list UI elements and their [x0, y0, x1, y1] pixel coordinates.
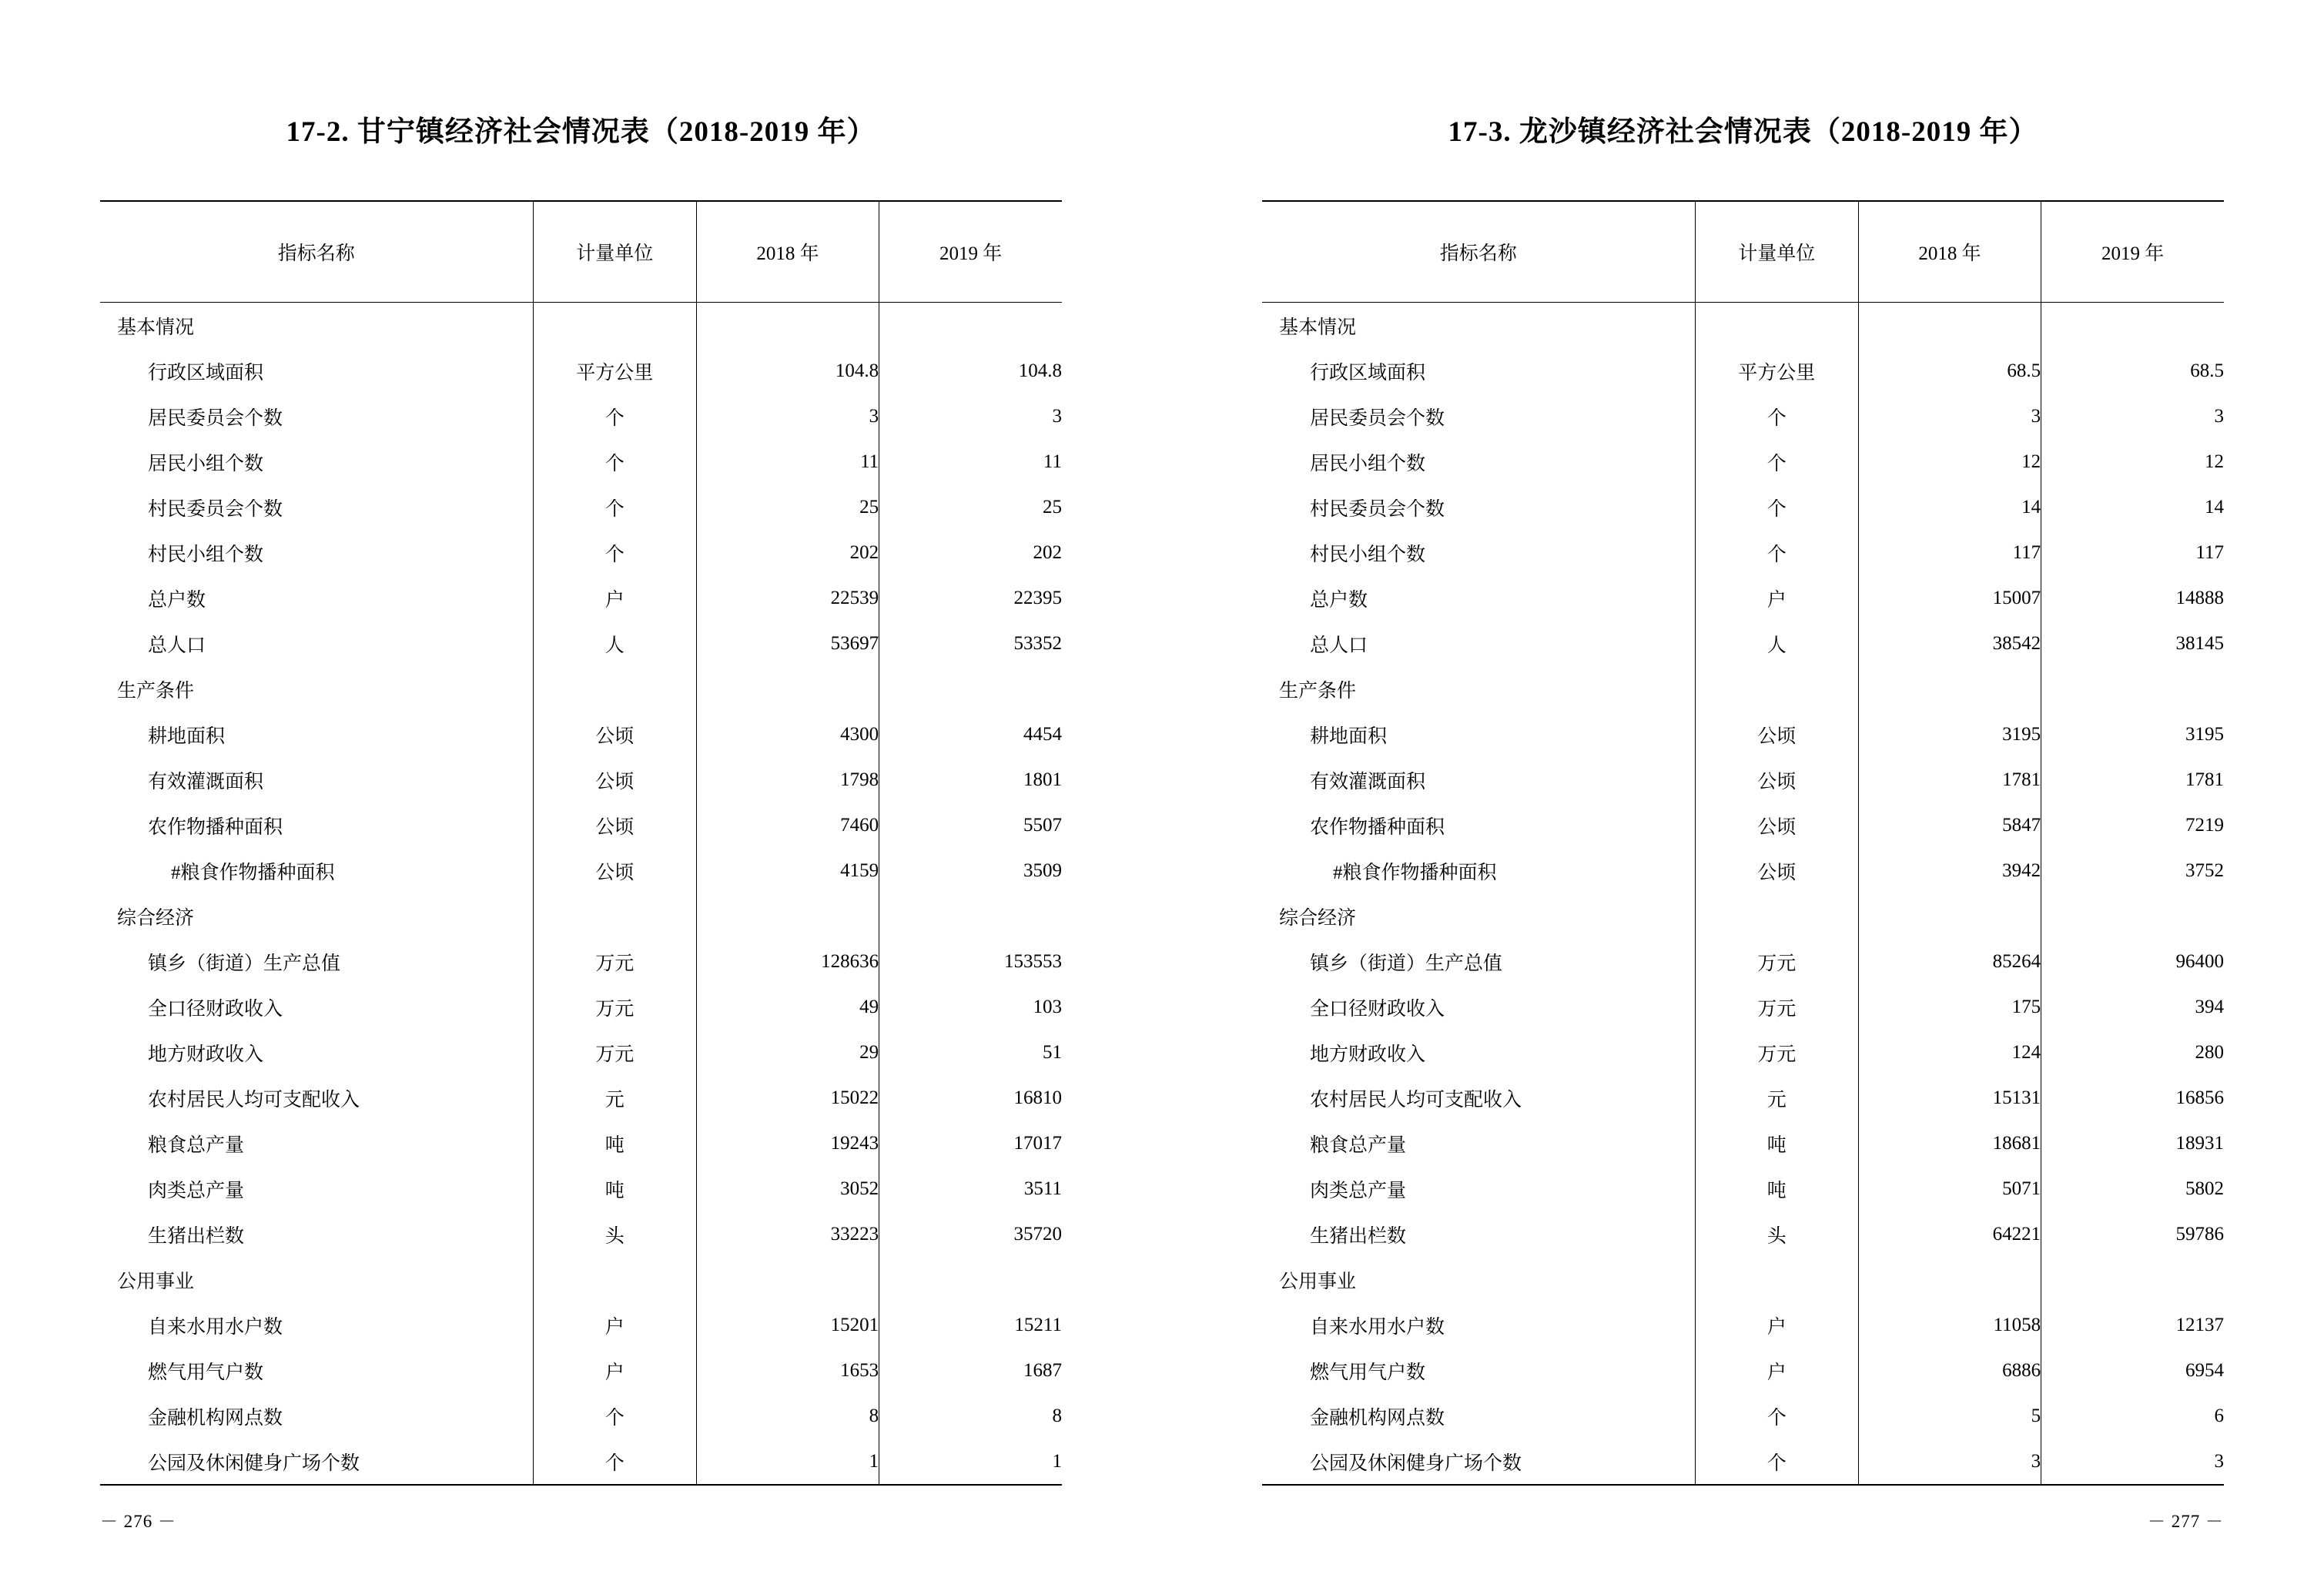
- row-value-2018: 3942: [1858, 848, 2041, 893]
- table-row: [100, 1302, 1062, 1348]
- table-row: [1262, 484, 2224, 530]
- row-unit: 公顷: [1695, 757, 1858, 802]
- row-value-2019: 53352: [879, 621, 1062, 666]
- table-row: [100, 394, 1062, 439]
- table-row: [1262, 1393, 2224, 1439]
- page-title: 17-3. 龙沙镇经济社会情况表（2018-2019 年）: [1448, 116, 2038, 148]
- table-row: [1262, 1348, 2224, 1393]
- row-unit: 吨: [533, 1121, 696, 1166]
- table-row: [100, 530, 1062, 575]
- row-value-2018: 4300: [696, 712, 879, 757]
- table-row: [100, 1075, 1062, 1121]
- row-value-2019: 16856: [2041, 1075, 2224, 1121]
- row-unit: 万元: [533, 1030, 696, 1075]
- row-unit: 公顷: [533, 757, 696, 802]
- row-value-2019: [879, 1257, 1062, 1302]
- row-value-2019: [879, 303, 1062, 349]
- row-unit: 个: [533, 530, 696, 575]
- row-value-2018: 128636: [696, 939, 879, 984]
- table-row: [1262, 439, 2224, 484]
- statistics-table-left: [100, 200, 1062, 1486]
- row-unit: [1695, 1257, 1858, 1302]
- row-unit: [1695, 666, 1858, 712]
- row-value-2019: 5802: [2041, 1166, 2224, 1211]
- table-row: [1262, 712, 2224, 757]
- row-unit: 户: [1695, 575, 1858, 621]
- row-unit: 平方公里: [1695, 348, 1858, 394]
- row-label: 行政区域面积: [1310, 362, 1426, 384]
- row-value-2019: 1801: [879, 757, 1062, 802]
- table-row: [100, 984, 1062, 1030]
- row-label: 镇乡（街道）生产总值: [1310, 953, 1503, 974]
- statistics-table-right: [1262, 200, 2224, 1486]
- row-value-2019: 38145: [2041, 621, 2224, 666]
- row-value-2018: [696, 893, 879, 939]
- row-unit: 个: [1695, 1393, 1858, 1439]
- table-row: [1262, 575, 2224, 621]
- row-label: 全口径财政收入: [148, 998, 283, 1020]
- row-label: 镇乡（街道）生产总值: [148, 953, 341, 974]
- table-row: [1262, 1302, 2224, 1348]
- row-value-2018: 64221: [1858, 1211, 2041, 1257]
- row-unit: 头: [1695, 1211, 1858, 1257]
- row-label: 自来水用水户数: [148, 1316, 283, 1338]
- row-unit: 个: [533, 1393, 696, 1439]
- row-label: 燃气用气户数: [1310, 1362, 1426, 1383]
- row-label: 全口径财政收入: [1310, 998, 1445, 1020]
- row-value-2018: 175: [1858, 984, 2041, 1030]
- row-value-2019: 117: [2041, 530, 2224, 575]
- row-unit: 个: [1695, 484, 1858, 530]
- row-label: 基本情况: [1279, 317, 1357, 338]
- row-label: 居民小组个数: [148, 453, 264, 474]
- row-value-2019: 14: [2041, 484, 2224, 530]
- table-row: [1262, 802, 2224, 848]
- row-label: 有效灌溉面积: [148, 771, 264, 792]
- row-value-2019: 8: [879, 1393, 1062, 1439]
- row-value-2018: 53697: [696, 621, 879, 666]
- row-value-2019: 18931: [2041, 1121, 2224, 1166]
- row-value-2019: 3: [2041, 1439, 2224, 1485]
- row-value-2018: 1653: [696, 1348, 879, 1393]
- table-row: [1262, 1030, 2224, 1075]
- table-row: [1262, 348, 2224, 394]
- row-unit: 个: [1695, 1439, 1858, 1485]
- page-right: [1162, 0, 2324, 1588]
- row-value-2018: [696, 1257, 879, 1302]
- row-label: 公园及休闲健身广场个数: [1262, 1439, 1695, 1485]
- row-value-2018: [1858, 1257, 2041, 1302]
- row-value-2019: 4454: [879, 712, 1062, 757]
- row-value-2018: 68.5: [1858, 348, 2041, 394]
- table-row: [100, 1121, 1062, 1166]
- column-header-unit: 计量单位: [1695, 201, 1858, 303]
- row-value-2019: 59786: [2041, 1211, 2224, 1257]
- row-label: 总人口: [1310, 635, 1368, 656]
- row-label: 总人口: [148, 635, 206, 656]
- row-value-2018: 15131: [1858, 1075, 2041, 1121]
- table-body-left: [100, 303, 1062, 1486]
- column-header-2018: 2018 年: [1858, 201, 2041, 303]
- row-value-2019: 22395: [879, 575, 1062, 621]
- table-row: [100, 893, 1062, 939]
- row-value-2019: 35720: [879, 1211, 1062, 1257]
- row-value-2019: 96400: [2041, 939, 2224, 984]
- row-label: 公园及休闲健身广场个数: [100, 1439, 533, 1485]
- row-label: 粮食总产量: [148, 1134, 245, 1156]
- row-label: #粮食作物播种面积: [171, 862, 335, 883]
- row-value-2018: 12: [1858, 439, 2041, 484]
- row-value-2019: [2041, 303, 2224, 349]
- row-unit: 个: [1695, 530, 1858, 575]
- row-unit: 户: [1695, 1348, 1858, 1393]
- table-row: [1262, 1211, 2224, 1257]
- row-unit: 人: [533, 621, 696, 666]
- row-value-2018: 33223: [696, 1211, 879, 1257]
- row-value-2018: 29: [696, 1030, 879, 1075]
- row-unit: 人: [1695, 621, 1858, 666]
- row-value-2019: 153553: [879, 939, 1062, 984]
- row-label: 燃气用气户数: [148, 1362, 264, 1383]
- table-row: [100, 348, 1062, 394]
- row-value-2019: 11: [879, 439, 1062, 484]
- row-label: 村民小组个数: [1310, 544, 1426, 565]
- row-value-2019: 51: [879, 1030, 1062, 1075]
- table-body-right: [1262, 303, 2224, 1486]
- row-value-2018: 19243: [696, 1121, 879, 1166]
- row-value-2019: 12137: [2041, 1302, 2224, 1348]
- row-value-2019: 3195: [2041, 712, 2224, 757]
- table-row: [100, 666, 1062, 712]
- row-label: 公用事业: [117, 1271, 195, 1292]
- row-value-2018: 38542: [1858, 621, 2041, 666]
- table-row: [1262, 666, 2224, 712]
- row-value-2018: 3195: [1858, 712, 2041, 757]
- row-unit: 户: [533, 575, 696, 621]
- row-value-2018: 1: [696, 1439, 879, 1485]
- table-header: [1262, 201, 2224, 303]
- row-label: 村民委员会个数: [1310, 498, 1445, 520]
- row-unit: 元: [533, 1075, 696, 1121]
- row-value-2018: 3: [1858, 1439, 2041, 1485]
- table-row: [100, 757, 1062, 802]
- table-row: [100, 1030, 1062, 1075]
- row-unit: 个: [533, 394, 696, 439]
- row-label: 地方财政收入: [1310, 1044, 1426, 1065]
- table-row: [100, 712, 1062, 757]
- row-value-2018: 15007: [1858, 575, 2041, 621]
- table-row: [100, 575, 1062, 621]
- table-row: [1262, 1439, 2224, 1485]
- row-label: 金融机构网点数: [148, 1407, 283, 1429]
- table-row: [100, 1439, 1062, 1485]
- row-unit: 平方公里: [533, 348, 696, 394]
- table-row: [1262, 1075, 2224, 1121]
- row-label: 地方财政收入: [148, 1044, 264, 1065]
- table-row: [1262, 984, 2224, 1030]
- row-unit: 个: [1695, 439, 1858, 484]
- row-value-2018: 5: [1858, 1393, 2041, 1439]
- row-unit: 公顷: [533, 848, 696, 893]
- row-value-2018: 124: [1858, 1030, 2041, 1075]
- row-value-2019: [2041, 1257, 2224, 1302]
- row-label: 总户数: [148, 589, 206, 611]
- table-row: [1262, 303, 2224, 349]
- row-label: 肉类总产量: [1310, 1180, 1407, 1201]
- table-row: [1262, 1166, 2224, 1211]
- row-unit: 吨: [533, 1166, 696, 1211]
- row-value-2019: 280: [2041, 1030, 2224, 1075]
- table-row: [1262, 757, 2224, 802]
- row-label: 耕地面积: [148, 725, 226, 747]
- table-row: [1262, 394, 2224, 439]
- row-label: 生产条件: [117, 680, 195, 702]
- row-unit: 万元: [1695, 984, 1858, 1030]
- row-value-2019: 5507: [879, 802, 1062, 848]
- row-label: 金融机构网点数: [1310, 1407, 1445, 1429]
- row-label: 居民委员会个数: [1310, 407, 1445, 429]
- row-unit: 吨: [1695, 1166, 1858, 1211]
- row-value-2019: 202: [879, 530, 1062, 575]
- row-label: 村民委员会个数: [148, 498, 283, 520]
- row-unit: [533, 893, 696, 939]
- row-value-2018: 1781: [1858, 757, 2041, 802]
- row-value-2019: 15211: [879, 1302, 1062, 1348]
- row-label: 生猪出栏数: [1310, 1225, 1407, 1247]
- row-value-2019: 1: [879, 1439, 1062, 1485]
- row-value-2018: 3: [1858, 394, 2041, 439]
- row-label: 农作物播种面积: [148, 816, 283, 838]
- row-unit: 公顷: [533, 802, 696, 848]
- row-value-2018: 3: [696, 394, 879, 439]
- row-label: 公用事业: [1279, 1271, 1357, 1292]
- row-value-2018: [696, 666, 879, 712]
- page-title: 17-2. 甘宁镇经济社会情况表（2018-2019 年）: [286, 116, 876, 148]
- row-value-2019: 14888: [2041, 575, 2224, 621]
- row-value-2019: 7219: [2041, 802, 2224, 848]
- row-value-2018: 1798: [696, 757, 879, 802]
- column-header-indicator: 指标名称: [1262, 201, 1695, 303]
- row-unit: [1695, 303, 1858, 349]
- row-unit: [533, 1257, 696, 1302]
- table-row: [100, 621, 1062, 666]
- row-value-2018: [1858, 893, 2041, 939]
- row-value-2018: 11058: [1858, 1302, 2041, 1348]
- row-value-2018: 8: [696, 1393, 879, 1439]
- table-row: [1262, 1257, 2224, 1302]
- row-unit: 头: [533, 1211, 696, 1257]
- row-value-2019: [2041, 893, 2224, 939]
- row-value-2018: 15201: [696, 1302, 879, 1348]
- row-value-2019: 104.8: [879, 348, 1062, 394]
- row-unit: 个: [533, 439, 696, 484]
- row-label: 农作物播种面积: [1310, 816, 1445, 838]
- table-row: [100, 1393, 1062, 1439]
- row-value-2018: 49: [696, 984, 879, 1030]
- row-unit: 元: [1695, 1075, 1858, 1121]
- row-value-2018: 3052: [696, 1166, 879, 1211]
- row-unit: 公顷: [533, 712, 696, 757]
- table-row: [100, 439, 1062, 484]
- page-number-left: － 276 －: [100, 1512, 176, 1531]
- table-row: [1262, 848, 2224, 893]
- row-label: 综合经济: [117, 907, 195, 929]
- table-row: [100, 1166, 1062, 1211]
- row-value-2018: 7460: [696, 802, 879, 848]
- table-row: [100, 1348, 1062, 1393]
- table-row: [100, 1211, 1062, 1257]
- row-label: 生产条件: [1279, 680, 1357, 702]
- row-value-2019: 6954: [2041, 1348, 2224, 1393]
- row-value-2019: 12: [2041, 439, 2224, 484]
- row-value-2018: [1858, 303, 2041, 349]
- row-unit: 万元: [1695, 1030, 1858, 1075]
- row-label: 基本情况: [117, 317, 195, 338]
- column-header-2019: 2019 年: [879, 201, 1062, 303]
- row-unit: [1695, 893, 1858, 939]
- column-header-2018: 2018 年: [696, 201, 879, 303]
- row-value-2019: 103: [879, 984, 1062, 1030]
- row-value-2019: 394: [2041, 984, 2224, 1030]
- row-label: 总户数: [1310, 589, 1368, 611]
- row-unit: 个: [533, 484, 696, 530]
- row-unit: 户: [533, 1302, 696, 1348]
- row-unit: 户: [1695, 1302, 1858, 1348]
- row-label: 肉类总产量: [148, 1180, 245, 1201]
- row-label: 有效灌溉面积: [1310, 771, 1426, 792]
- table-row: [1262, 1121, 2224, 1166]
- row-value-2018: 4159: [696, 848, 879, 893]
- row-value-2019: 68.5: [2041, 348, 2224, 394]
- table-row: [100, 484, 1062, 530]
- table-row: [100, 802, 1062, 848]
- table-row: [100, 848, 1062, 893]
- row-value-2019: [879, 666, 1062, 712]
- column-header-unit: 计量单位: [533, 201, 696, 303]
- column-header-2019: 2019 年: [2041, 201, 2224, 303]
- row-value-2019: [879, 893, 1062, 939]
- row-value-2019: 17017: [879, 1121, 1062, 1166]
- row-value-2018: 11: [696, 439, 879, 484]
- row-value-2018: 25: [696, 484, 879, 530]
- table-row: [100, 303, 1062, 349]
- row-value-2018: 117: [1858, 530, 2041, 575]
- row-label: 农村居民人均可支配收入: [148, 1089, 360, 1111]
- row-value-2019: 3: [2041, 394, 2224, 439]
- row-value-2019: [2041, 666, 2224, 712]
- table-row: [100, 1257, 1062, 1302]
- table-row: [1262, 530, 2224, 575]
- row-label: 自来水用水户数: [1310, 1316, 1445, 1338]
- row-value-2018: 6886: [1858, 1348, 2041, 1393]
- row-unit: 公顷: [1695, 802, 1858, 848]
- row-value-2019: 3752: [2041, 848, 2224, 893]
- row-unit: 万元: [533, 939, 696, 984]
- page-number-right: － 277 －: [2148, 1512, 2224, 1531]
- row-value-2019: 25: [879, 484, 1062, 530]
- row-label: 居民小组个数: [1310, 453, 1426, 474]
- table-row: [1262, 621, 2224, 666]
- row-label: 农村居民人均可支配收入: [1310, 1089, 1522, 1111]
- row-unit: [533, 666, 696, 712]
- row-value-2019: 16810: [879, 1075, 1062, 1121]
- row-unit: [533, 303, 696, 349]
- row-label: 居民委员会个数: [148, 407, 283, 429]
- row-unit: 公顷: [1695, 712, 1858, 757]
- row-value-2019: 3509: [879, 848, 1062, 893]
- row-label: 综合经济: [1279, 907, 1357, 929]
- row-value-2018: 104.8: [696, 348, 879, 394]
- table-row: [100, 939, 1062, 984]
- row-label: 耕地面积: [1310, 725, 1388, 747]
- row-value-2018: [696, 303, 879, 349]
- table-row: [1262, 939, 2224, 984]
- row-value-2019: 1781: [2041, 757, 2224, 802]
- row-value-2019: 6: [2041, 1393, 2224, 1439]
- row-label: #粮食作物播种面积: [1333, 862, 1497, 883]
- row-unit: 吨: [1695, 1121, 1858, 1166]
- row-value-2019: 3: [879, 394, 1062, 439]
- row-label: 生猪出栏数: [148, 1225, 245, 1247]
- row-value-2018: 5071: [1858, 1166, 2041, 1211]
- row-value-2018: 5847: [1858, 802, 2041, 848]
- row-value-2018: 85264: [1858, 939, 2041, 984]
- row-unit: 个: [533, 1439, 696, 1485]
- row-unit: 个: [1695, 394, 1858, 439]
- row-unit: 万元: [533, 984, 696, 1030]
- row-value-2018: 18681: [1858, 1121, 2041, 1166]
- row-value-2018: 202: [696, 530, 879, 575]
- row-label: 粮食总产量: [1310, 1134, 1407, 1156]
- row-value-2018: [1858, 666, 2041, 712]
- row-unit: 万元: [1695, 939, 1858, 984]
- row-value-2018: 22539: [696, 575, 879, 621]
- row-unit: 公顷: [1695, 848, 1858, 893]
- table-header: [100, 201, 1062, 303]
- table-row: [1262, 893, 2224, 939]
- row-value-2018: 15022: [696, 1075, 879, 1121]
- row-value-2018: 14: [1858, 484, 2041, 530]
- row-value-2019: 3511: [879, 1166, 1062, 1211]
- row-label: 村民小组个数: [148, 544, 264, 565]
- column-header-indicator: 指标名称: [100, 201, 533, 303]
- row-unit: 户: [533, 1348, 696, 1393]
- row-label: 行政区域面积: [148, 362, 264, 384]
- row-value-2019: 1687: [879, 1348, 1062, 1393]
